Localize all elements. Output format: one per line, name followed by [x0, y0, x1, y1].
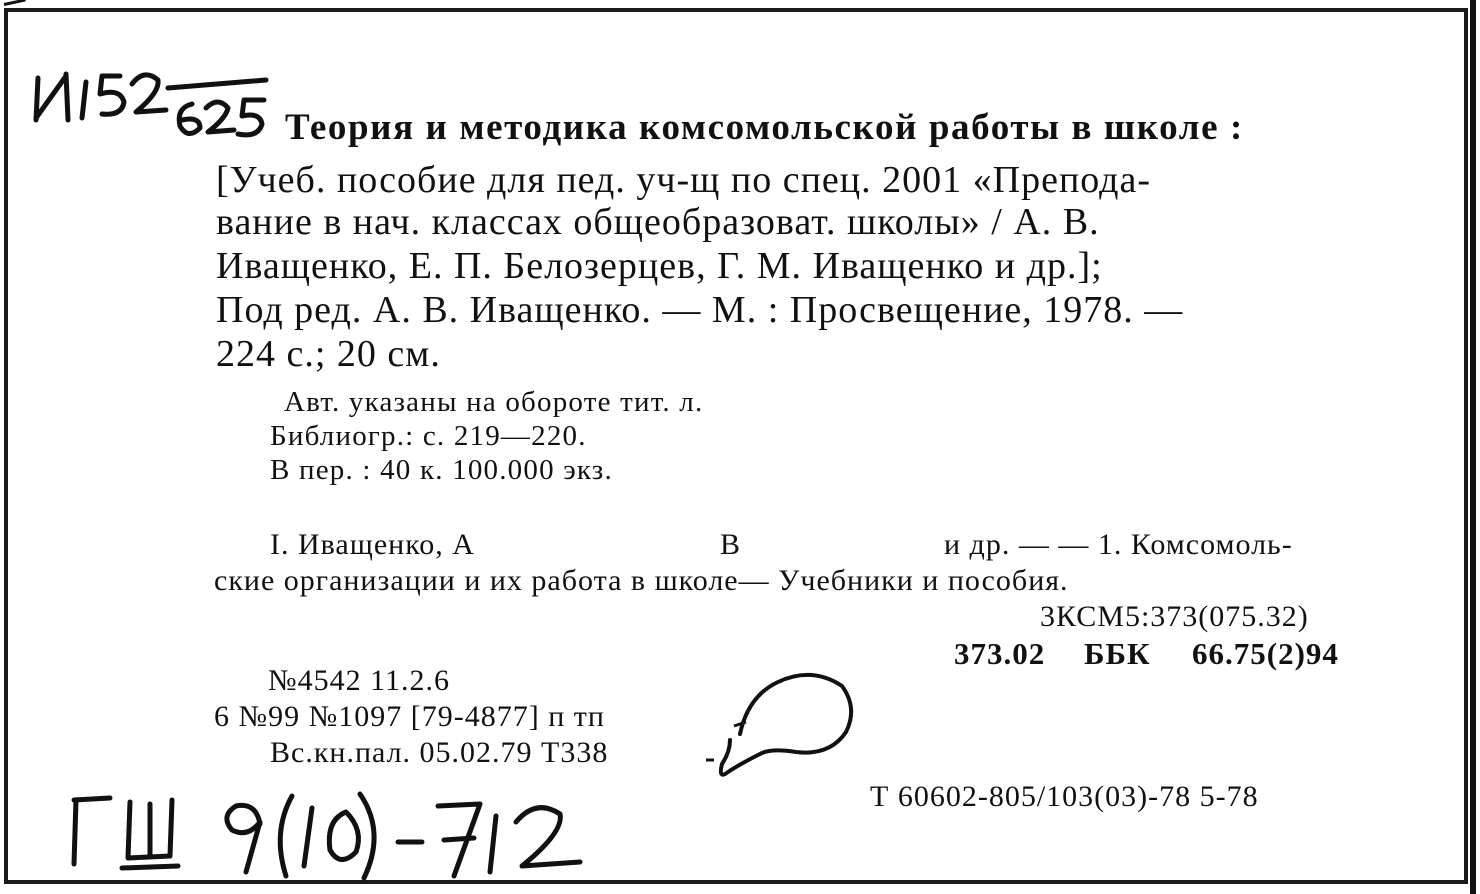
corner-mark [4, 0, 26, 6]
book-title: Теория и методика комсомольской работы в школе : [285, 107, 1244, 148]
order-code: Т 60602-805/103(03)-78 5-78 [870, 780, 1259, 813]
bbk-label: ББК [1084, 636, 1151, 671]
note-authors: Авт. указаны на обороте тит. л. [284, 386, 704, 418]
print-info-line-3: Вс.кн.пал. 05.02.79 Т338 [270, 736, 609, 769]
classification-code: 3КСМ5:373(075.32) [1040, 600, 1309, 633]
print-info-line-2: 6 №99 №1097 [79-4877] п тп [214, 700, 605, 733]
entry-line-5: 224 с.; 20 см. [216, 333, 441, 375]
entry-line-3: Иващенко, Е. П. Белозерцев, Г. М. Иващенко и др.]; [216, 245, 1103, 287]
note-bibliography: Библиогр.: с. 219—220. [270, 420, 587, 452]
card-edge-shadow [1470, 0, 1476, 894]
print-info-line-1: №4542 11.2.6 [268, 664, 451, 697]
tracing-initial: В [720, 528, 742, 561]
entry-line-1: [Учеб. пособие для пед. уч-щ по спец. 2001 «Препода- [216, 159, 1152, 201]
tracing-subject-cont: ские организации и их работа в школе— Учебники и пособия. [214, 564, 1069, 597]
tracing-subject: и др. — — 1. Комсомоль- [944, 528, 1293, 561]
tracing-author: I. Иващенко, А [270, 528, 475, 561]
note-price-print-run: В пер. : 40 к. 100.000 экз. [270, 454, 613, 486]
udc-index: 373.02 [954, 636, 1046, 671]
entry-line-2: вание в нач. классах общеобразоват. школы» / А. В. [216, 201, 1100, 243]
entry-line-4: Под ред. А. В. Иващенко. — М. : Просвещение, 1978. — [216, 289, 1184, 331]
bbk-index: 66.75(2)94 [1192, 636, 1339, 671]
